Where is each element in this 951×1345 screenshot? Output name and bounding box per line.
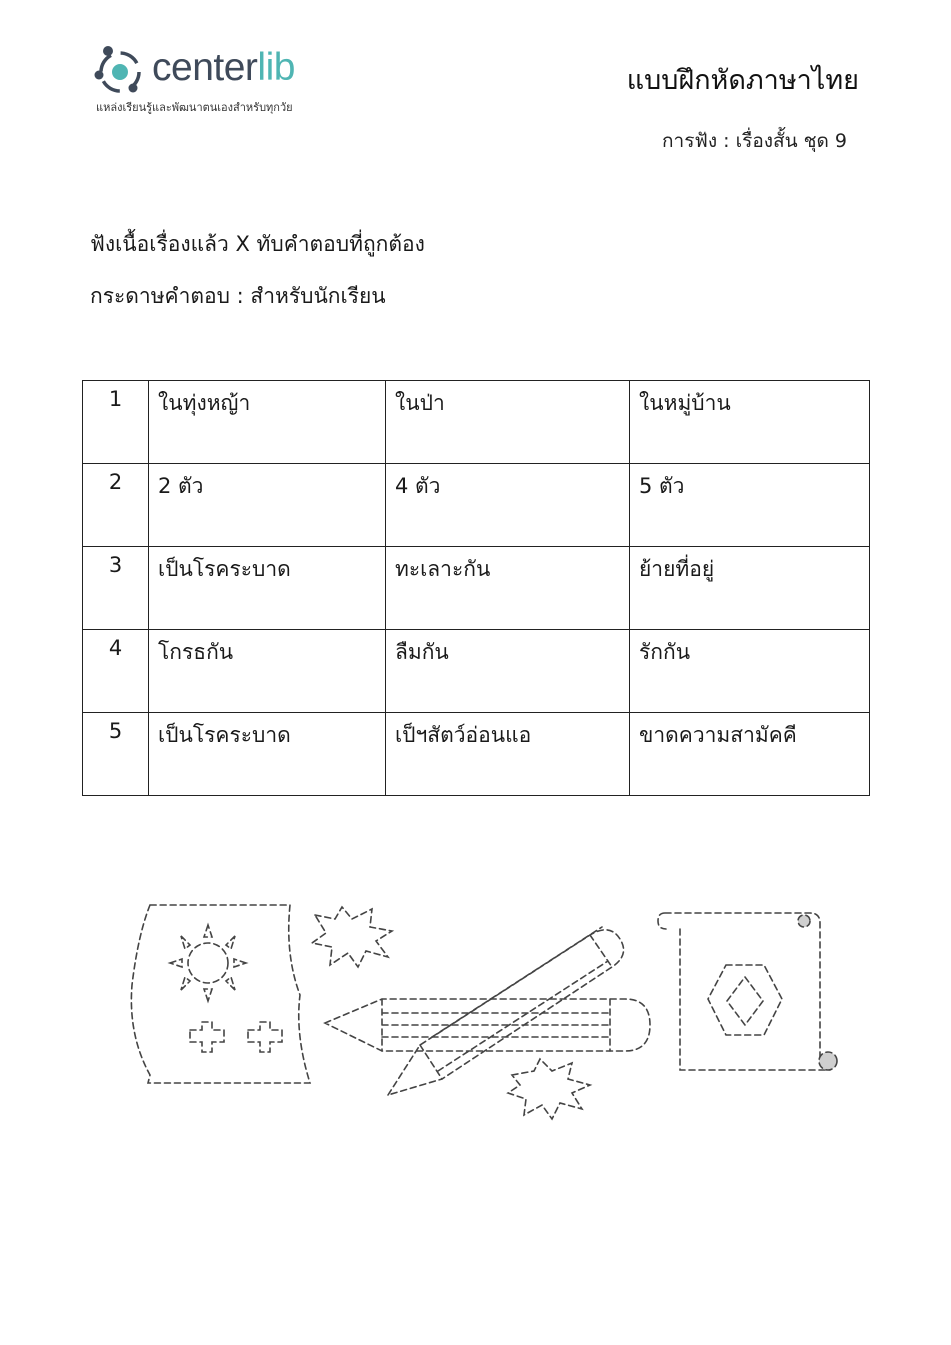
tracing-illustration (120, 895, 850, 1130)
answer-table (82, 380, 870, 796)
answer-choice-1[interactable]: เป็นโรคระบาด (149, 547, 386, 630)
network-logo-icon (92, 42, 148, 98)
cross-icon (190, 1022, 224, 1052)
answer-choice-2[interactable]: เป็ฯสัตว์อ่อนแอ (386, 713, 630, 796)
answer-choice-2[interactable]: 4 ตัว (386, 464, 630, 547)
logo (92, 42, 352, 122)
answer-choice-3[interactable]: 5 ตัว (630, 464, 870, 547)
pencil-icon (388, 927, 624, 1095)
pencil-icon (325, 999, 650, 1051)
worksheet-title: แบบฝึกหัดภาษาไทย (626, 65, 859, 96)
answer-choice-3[interactable]: รักกัน (630, 630, 870, 713)
answer-choice-1[interactable]: ในทุ่งหญ้า (149, 381, 386, 464)
answer-choice-2[interactable]: ในป่า (386, 381, 630, 464)
logo-tagline: แหล่งเรียนรู้และพัฒนาตนเองสำหรับทุกวัย (96, 101, 293, 114)
question-number: 1 (83, 381, 149, 464)
scroll-paper-icon (658, 913, 837, 1070)
question-number: 4 (83, 630, 149, 713)
burst-icon (312, 907, 392, 967)
logo-wordmark: centerlib (152, 46, 295, 89)
answer-row (83, 464, 870, 547)
answer-sheet-label: กระดาษคำตอบ : สำหรับนักเรียน (90, 284, 386, 308)
burst-icon (508, 1059, 590, 1119)
sun-icon (170, 925, 246, 1001)
answer-choice-1[interactable]: เป็นโรคระบาด (149, 713, 386, 796)
scroll-map-icon (131, 905, 310, 1083)
answer-choice-3[interactable]: ขาดความสามัคคี (630, 713, 870, 796)
worksheet-subtitle: การฟัง : เรื่องสั้น ชุด 9 (662, 130, 847, 152)
answer-choice-3[interactable]: ในหมู่บ้าน (630, 381, 870, 464)
answer-row (83, 713, 870, 796)
answer-choice-2[interactable]: ทะเลาะกัน (386, 547, 630, 630)
answer-choice-3[interactable]: ย้ายที่อยู่ (630, 547, 870, 630)
diamond-icon (727, 977, 763, 1025)
cross-icon (248, 1022, 282, 1052)
question-number: 2 (83, 464, 149, 547)
question-number: 3 (83, 547, 149, 630)
instruction-text: ฟังเนื้อเรื่องแล้ว X ทับคำตอบที่ถูกต้อง (90, 232, 425, 256)
answer-choice-1[interactable]: 2 ตัว (149, 464, 386, 547)
answer-choice-1[interactable]: โกรธกัน (149, 630, 386, 713)
answer-row (83, 381, 870, 464)
question-number: 5 (83, 713, 149, 796)
answer-choice-2[interactable]: ลืมกัน (386, 630, 630, 713)
answer-row (83, 547, 870, 630)
answer-row (83, 630, 870, 713)
